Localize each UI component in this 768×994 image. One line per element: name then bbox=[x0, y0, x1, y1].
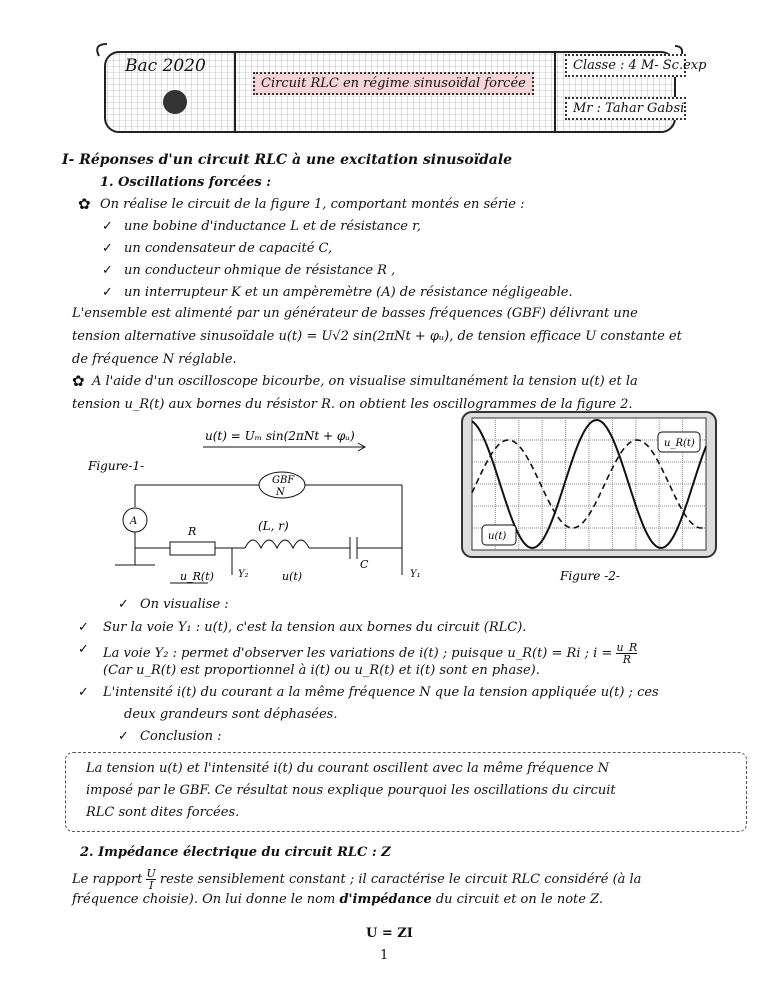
check-icon: ✓ bbox=[102, 219, 113, 234]
capacitor-label: C bbox=[360, 558, 369, 571]
figure-2-oscillogram bbox=[460, 410, 718, 585]
conclusion-title: Conclusion : bbox=[140, 729, 222, 744]
section-2-title: 2. Impédance électrique du circuit RLC : Z bbox=[80, 845, 391, 860]
fraction-ur-over-r bbox=[616, 642, 637, 665]
check-icon: ✓ bbox=[102, 263, 113, 278]
doc-title: Circuit RLC en régime sinusoïdal forcée bbox=[253, 72, 534, 95]
header-banner bbox=[95, 42, 707, 142]
observation-item: L'intensité i(t) du courant a la même fréquence N que la tension appliquée u(t) ; ces bbox=[103, 685, 659, 700]
observations-title: On visualise : bbox=[140, 597, 229, 612]
paragraph-line: A l'aide d'un oscilloscope bicourbe, on visualise simultanément la tension u(t) et la bbox=[92, 374, 638, 389]
section-1-title: I- Réponses d'un circuit RLC à une excitation sinusoïdale bbox=[62, 152, 513, 168]
observation-item bbox=[103, 642, 637, 665]
paragraph-line: tension u_R(t) aux bornes du résistor R. on obtient les oscillogrammes de la figure 2. bbox=[72, 397, 633, 412]
bold-term: d'impédance bbox=[339, 892, 432, 907]
subsection-title: 1. Oscillations forcées : bbox=[100, 175, 272, 190]
frac-num: u_R bbox=[616, 641, 638, 654]
logo-text: Bac 2020 bbox=[125, 56, 206, 76]
conclusion-line: RLC sont dites forcées. bbox=[86, 805, 240, 820]
ur-label: u_R(t) bbox=[180, 570, 214, 583]
flower-bullet-icon: ✿ bbox=[78, 195, 91, 213]
figure-1-circuit bbox=[60, 425, 445, 585]
fig1-equation: u(t) = Uₘ sin(2πNt + φᵤ) bbox=[205, 429, 355, 443]
observation-item: deux grandeurs sont déphasées. bbox=[124, 707, 338, 722]
check-icon: ✓ bbox=[78, 642, 89, 657]
text: fréquence choisie). On lui donne le nom bbox=[72, 892, 340, 907]
impedance-line-2 bbox=[72, 892, 603, 907]
check-icon: ✓ bbox=[118, 597, 129, 612]
class-label: Classe : 4 M- Sc.exp bbox=[565, 54, 686, 77]
ur-curve-label: u_R(t) bbox=[664, 438, 695, 449]
frac-den: R bbox=[622, 653, 632, 666]
check-icon: ✓ bbox=[78, 620, 89, 635]
check-icon: ✓ bbox=[102, 285, 113, 300]
component-item: un conducteur ohmique de résistance R , bbox=[124, 263, 396, 278]
fraction-u-over-i bbox=[146, 868, 155, 891]
component-item: une bobine d'inductance L et de résistance r, bbox=[124, 219, 421, 234]
observation-item: (Car u_R(t) est proportionnel à i(t) ou u_R(t) et i(t) sont en phase). bbox=[103, 663, 540, 678]
text: du circuit et on le note Z. bbox=[431, 892, 604, 907]
y1-label: Y₁ bbox=[410, 569, 421, 580]
y2-label: Y₂ bbox=[238, 569, 249, 580]
component-item: un condensateur de capacité C, bbox=[124, 241, 333, 256]
check-icon: ✓ bbox=[102, 241, 113, 256]
conclusion-line: imposé par le GBF. Ce résultat nous explique pourquoi les oscillations du circuit bbox=[86, 783, 616, 798]
impedance-line-1 bbox=[72, 868, 641, 891]
text: reste sensiblement constant ; il caractérise le circuit RLC considéré (à la bbox=[159, 872, 642, 887]
check-icon: ✓ bbox=[78, 685, 89, 700]
u-curve-label: u(t) bbox=[488, 531, 507, 542]
fig2-caption: Figure -2- bbox=[560, 569, 620, 583]
conclusion-line: La tension u(t) et l'intensité i(t) du courant oscillent avec la même fréquence N bbox=[86, 761, 610, 776]
conclusion-box bbox=[65, 752, 747, 832]
check-icon: ✓ bbox=[118, 729, 129, 744]
u-label: u(t) bbox=[282, 570, 303, 583]
observation-text: La voie Y₂ : permet d'observer les variations de i(t) ; puisque u_R(t) = Ri ; i = bbox=[103, 646, 613, 661]
gbf-n-label: N bbox=[276, 487, 285, 498]
paragraph-line: L'ensemble est alimenté par un générateur de basses fréquences (GBF) délivrant une bbox=[72, 306, 638, 321]
ammeter-label: A bbox=[130, 516, 138, 527]
text: Le rapport bbox=[72, 872, 143, 887]
observation-item: Sur la voie Y₁ : u(t), c'est la tension aux bornes du circuit (RLC). bbox=[103, 620, 527, 635]
gbf-label: GBF bbox=[272, 475, 295, 486]
fig1-caption: Figure-1- bbox=[88, 459, 145, 473]
resistor-label: R bbox=[188, 525, 197, 538]
frac-num: U bbox=[146, 867, 156, 880]
paragraph-line: de fréquence N réglable. bbox=[72, 352, 237, 367]
impedance-formula: U = ZI bbox=[366, 926, 413, 941]
component-item: un interrupteur K et un ampèremètre (A) de résistance négligeable. bbox=[124, 285, 573, 300]
coil-label: (L, r) bbox=[258, 519, 289, 533]
flower-bullet-icon: ✿ bbox=[72, 372, 85, 390]
teacher-label: Mr : Tahar Gabsi bbox=[565, 97, 686, 120]
intro-text: On réalise le circuit de la figure 1, comportant montés en série : bbox=[100, 197, 525, 212]
page-number: 1 bbox=[380, 948, 389, 963]
frac-den: I bbox=[148, 879, 154, 892]
paragraph-line: tension alternative sinusoïdale u(t) = U√2 sin(2πNt + φᵤ), de tension efficace U constante et bbox=[72, 329, 682, 344]
